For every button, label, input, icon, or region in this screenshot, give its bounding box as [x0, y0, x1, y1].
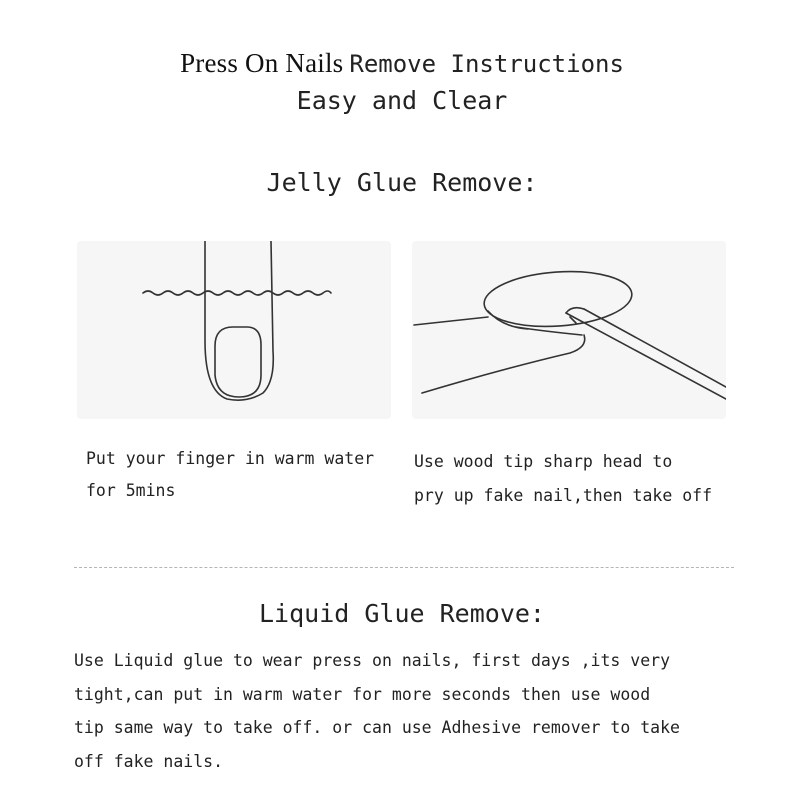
body-line: off fake nails.	[74, 751, 224, 771]
section-divider	[74, 567, 734, 568]
liquid-glue-instructions	[74, 644, 764, 778]
page-subtitle: Easy and Clear	[296, 86, 508, 115]
caption-line: Use wood tip sharp head to	[414, 452, 673, 471]
caption-line: Put your finger in warm water	[86, 449, 375, 468]
jelly-glue-heading: Jelly Glue Remove:	[266, 168, 538, 197]
page-title: Remove Instructions	[349, 50, 624, 78]
body-line: Use Liquid glue to wear press on nails, first days ,its very	[74, 651, 671, 670]
body-line: tight,can put in warm water for more seconds then use wood	[74, 684, 651, 704]
caption-line: for 5mins	[86, 481, 176, 500]
liquid-glue-heading: Liquid Glue Remove:	[259, 599, 545, 628]
brand-name: Press On Nails	[180, 48, 344, 78]
wood-stick-pry-nail-illustration	[412, 241, 726, 419]
step-2-caption	[414, 445, 712, 513]
caption-line: pry up fake nail,then take off	[414, 486, 713, 505]
finger-in-water-illustration	[77, 241, 391, 419]
body-line: tip same way to take off. or can use Adhesive remover to take	[74, 718, 680, 737]
title-line	[0, 48, 804, 79]
step-1-caption	[86, 443, 374, 507]
